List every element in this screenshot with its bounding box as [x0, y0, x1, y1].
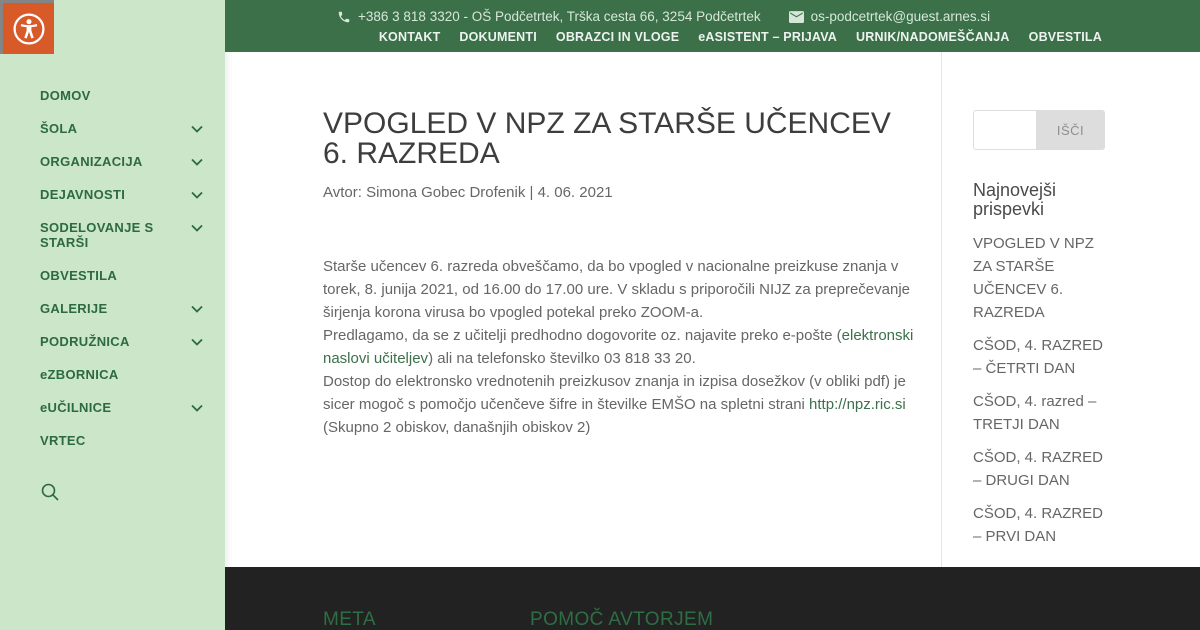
recent-posts-list	[973, 232, 1113, 548]
meta-separator: |	[525, 184, 538, 201]
sidebar-nav	[0, 0, 225, 448]
post-meta	[323, 184, 915, 201]
footer-heading-pomoc-avtorjem: POMOČ AVTORJEM	[530, 609, 714, 630]
visit-counter: (Skupno 2 obiskov, današnjih obiskov 2)	[323, 419, 591, 436]
content-sidebar-divider	[941, 52, 942, 567]
list-item	[973, 390, 1113, 436]
main-content-area	[225, 52, 1200, 567]
sidebar-item-galerije[interactable]: GALERIJE	[40, 301, 195, 316]
footer-heading-meta: META	[323, 609, 376, 630]
sidebar-item-obvestila[interactable]: OBVESTILA	[40, 268, 118, 283]
sidebar-item-domov[interactable]: DOMOV	[40, 88, 91, 103]
author-prefix: Avtor:	[323, 184, 367, 201]
menu-item-obvestila[interactable]: OBVESTILA	[1028, 30, 1102, 44]
universal-access-icon	[11, 11, 47, 47]
recent-post-link[interactable]: CŠOD, 4. RAZRED – DRUGI DAN	[973, 449, 1104, 489]
paragraph-2-after-link: ) ali na telefonsko številko 03 818 33 20.	[428, 350, 696, 367]
chevron-down-icon	[191, 305, 203, 313]
search-icon	[40, 482, 60, 502]
menu-item-obrazci-in-vloge[interactable]: OBRAZCI IN VLOGE	[555, 30, 680, 44]
sidebar-item-sodelovanje-s-starsi[interactable]: SODELOVANJE S STARŠI	[40, 220, 195, 250]
list-item	[973, 334, 1113, 380]
footer	[225, 567, 1200, 630]
recent-post-link[interactable]: CŠOD, 4. RAZRED – ČETRTI DAN	[973, 337, 1104, 377]
recent-posts-heading: Najnovejši prispevki	[973, 180, 1057, 219]
sidebar-item-dejavnosti[interactable]: DEJAVNOSTI	[40, 187, 195, 202]
email-icon	[789, 11, 804, 23]
chevron-down-icon	[191, 125, 203, 133]
search-form	[973, 110, 1113, 150]
sidebar-item-sola[interactable]: ŠOLA	[40, 121, 195, 136]
list-item	[973, 446, 1113, 492]
list-item	[973, 232, 1113, 324]
secondary-menu	[379, 30, 1102, 44]
paragraph-2-before-link: Predlagamo, da se z učitelji predhodno dogovorite oz. najavite preko e-pošte (	[323, 327, 842, 344]
author-name: Simona Gobec Drofenik	[366, 184, 526, 201]
search-input[interactable]	[973, 110, 1036, 150]
paragraph-1: Starše učencev 6. razreda obveščamo, da bo vpogled v nacionalne preizkuse znanja v torek, 8. junija 2021, od 16.00 do 17.00 ure. V skladu s priporočili NIJZ za preprečevanje širjenja korona virusa bo vpogled potekal preko ZOOM-a.	[323, 258, 911, 321]
menu-item-urnik-nadomescanja[interactable]: URNIK/NADOMEŠČANJA	[856, 30, 1010, 44]
email-link[interactable]: os-podcetrtek@guest.arnes.si	[810, 9, 991, 24]
phone-contact	[337, 9, 761, 24]
sidebar-item-ezbornica[interactable]: eZBORNICA	[40, 367, 119, 382]
post-date: 4. 06. 2021	[537, 184, 613, 201]
chevron-down-icon	[191, 338, 203, 346]
sidebar-item-vrtec[interactable]: VRTEC	[40, 433, 86, 448]
sidebar-item-eucilnice[interactable]: eUČILNICE	[40, 400, 195, 415]
post-article	[323, 109, 915, 439]
post-body	[323, 255, 915, 439]
sidebar-item-podruznica[interactable]: PODRUŽNICA	[40, 334, 195, 349]
phone-address-text: +386 3 818 3320 - OŠ Podčetrtek, Trška cesta 66, 3254 Podčetrtek	[358, 9, 761, 24]
chevron-down-icon	[191, 224, 203, 232]
recent-post-link[interactable]: CŠOD, 4. razred – TRETJI DAN	[973, 393, 1097, 433]
post-title: VPOGLED V NPZ ZA STARŠE UČENCEV 6. RAZREDA	[323, 107, 891, 170]
sidebar-search-toggle[interactable]	[40, 482, 60, 502]
accessibility-toolbar-button[interactable]	[0, 0, 54, 54]
header-contact-info	[337, 9, 990, 24]
phone-icon	[337, 10, 351, 24]
top-header	[225, 0, 1200, 52]
right-sidebar	[973, 110, 1113, 558]
npz-ric-link[interactable]: http://npz.ric.si	[809, 396, 906, 413]
menu-item-easistent-prijava[interactable]: eASISTENT – PRIJAVA	[698, 30, 838, 44]
teachers-email-list-link[interactable]: elektronski naslovi učiteljev	[323, 327, 914, 367]
sidebar-item-organizacija[interactable]: ORGANIZACIJA	[40, 154, 195, 169]
chevron-down-icon	[191, 158, 203, 166]
recent-post-link[interactable]: VPOGLED V NPZ ZA STARŠE UČENCEV 6. RAZREDA	[973, 235, 1094, 321]
recent-post-link[interactable]: CŠOD, 4. RAZRED – PRVI DAN	[973, 505, 1104, 545]
footer-column-meta	[323, 609, 509, 630]
email-contact	[789, 9, 991, 24]
footer-column-pomoc-avtorjem	[530, 609, 716, 630]
chevron-down-icon	[191, 404, 203, 412]
menu-item-dokumenti[interactable]: DOKUMENTI	[459, 30, 537, 44]
footer-columns	[225, 567, 1200, 630]
search-submit-button[interactable]: IŠČI	[1036, 110, 1105, 150]
list-item	[973, 502, 1113, 548]
sidebar	[0, 0, 225, 630]
menu-item-kontakt[interactable]: KONTAKT	[378, 30, 441, 44]
chevron-down-icon	[191, 191, 203, 199]
paragraph-3-before-link: Dostop do elektronsko vrednotenih preizkusov znanja in izpisa dosežkov (v obliki pdf) je sicer mogoč s pomočjo učenčeve šifre in številke EMŠO na spletni strani	[323, 373, 906, 413]
